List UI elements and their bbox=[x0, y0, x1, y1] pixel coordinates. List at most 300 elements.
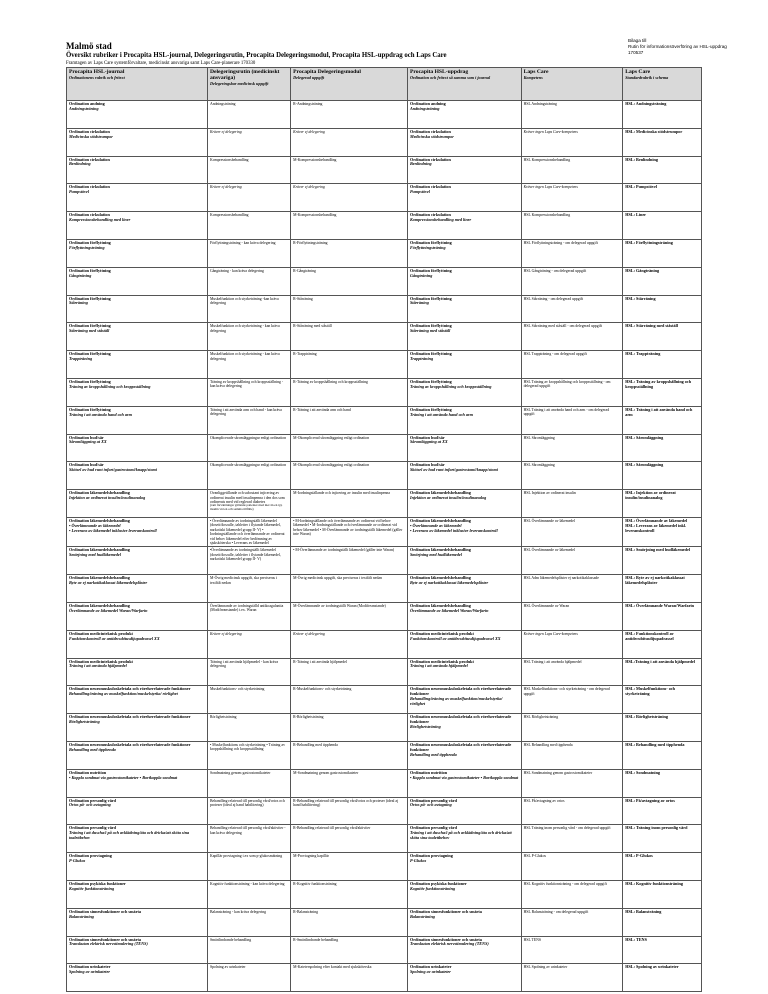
journal-heading: Ordination cirkulation bbox=[69, 212, 110, 218]
delegated-task: R-Stårräning med ståställ bbox=[293, 324, 332, 329]
laps-schedule-heading: HSL: Pumpstövel bbox=[625, 184, 657, 190]
cell-journal bbox=[67, 128, 208, 156]
delegation-task: Förflyttningsträning - kan kräva delegering bbox=[209, 240, 276, 245]
column-header bbox=[623, 68, 702, 101]
cell-laps-competence bbox=[521, 547, 623, 575]
journal-heading: Ordination sinnesfunktioner och smärta bbox=[69, 936, 141, 942]
journal-freetext: Skötsel av hud runt infart/gastrostomi/knapp/stomi bbox=[69, 467, 157, 473]
laps-schedule-heading: HSL: Träning av kroppshållning och kroppsställning bbox=[625, 378, 692, 389]
assignment-freetext: Transkutan elektrisk nervstimulering (TENS) bbox=[409, 941, 489, 947]
cell-delegated-task bbox=[291, 630, 408, 658]
table-row bbox=[67, 686, 702, 714]
column-title: Delegeringsrutin (medicinskt ansvariga) bbox=[209, 69, 280, 81]
journal-heading: Ordination psykiska funktioner bbox=[69, 880, 126, 886]
cell-journal bbox=[67, 853, 208, 881]
table-row bbox=[67, 128, 702, 156]
journal-heading: Ordination neuromuskuloskeletala och rörelserelaterade funktioner bbox=[69, 741, 191, 747]
laps-schedule-heading: HSL: Andningsträning bbox=[625, 101, 667, 106]
delegation-task: Okomplicerade såromläggningar enligt ordination bbox=[209, 463, 286, 468]
journal-heading: Ordination förflyttning bbox=[69, 406, 111, 412]
laps-schedule-heading-extra: HSL: Leverans av läkemedel inkl. leveranskontroll bbox=[625, 522, 687, 533]
assignment-freetext: Träning i att använda hjälpmedel bbox=[409, 663, 468, 669]
journal-freetext: Smörjning med hudläkemedel bbox=[69, 552, 121, 558]
cell-journal bbox=[67, 630, 208, 658]
journal-freetext: Såromläggning at XX bbox=[69, 439, 107, 445]
laps-competence: HSL TENS bbox=[523, 937, 542, 942]
laps-schedule-heading: HSL: Överlämnande av läkemedel bbox=[625, 517, 688, 523]
cell-hsl-assignment bbox=[407, 741, 521, 769]
cell-laps-schedule-heading bbox=[623, 267, 702, 295]
table-row bbox=[67, 490, 702, 518]
delegated-task: Kräver ej delegering bbox=[293, 129, 325, 134]
laps-competence: HSL Överlämnande av läkemedel bbox=[523, 548, 576, 553]
cell-journal bbox=[67, 267, 208, 295]
table-row bbox=[67, 406, 702, 434]
assignment-heading: Ordination provtagning bbox=[409, 853, 453, 859]
assignment-heading: Ordination läkemedelsbehandling bbox=[409, 517, 471, 523]
cell-delegated-task bbox=[291, 602, 408, 630]
table-row bbox=[67, 156, 702, 184]
assignment-heading: Ordination läkemedelsbehandling bbox=[409, 575, 471, 581]
cell-laps-schedule-heading bbox=[623, 462, 702, 490]
journal-freetext: Träning i att duscha/i på och avklädning/äta och dricka/att sköta sina toalettbehov bbox=[69, 830, 190, 840]
cell-laps-competence bbox=[521, 769, 623, 797]
journal-heading: Ordination nutrition bbox=[69, 769, 107, 775]
assignment-freetext: Byte av ej narkotikaklassat läkemedelsplåster bbox=[409, 579, 489, 585]
table-row bbox=[67, 575, 702, 603]
cell-delegation-routine bbox=[207, 295, 290, 323]
laps-competence: HSL Muskelfunktions- och styrketräning - om delegerad uppgift bbox=[523, 687, 610, 696]
cell-delegated-task bbox=[291, 714, 408, 742]
cell-delegated-task bbox=[291, 547, 408, 575]
cell-laps-competence bbox=[521, 406, 623, 434]
column-subtitle: Standardrubrik i schema bbox=[625, 75, 669, 80]
journal-heading: Ordination neuromuskuloskeletala och rörelserelaterade funktioner bbox=[69, 686, 191, 692]
delegation-task: Kräver ej delegering bbox=[209, 129, 242, 134]
laps-schedule-heading: HSL: Behandling med tipphenda bbox=[625, 741, 685, 747]
column-header bbox=[521, 68, 623, 101]
cell-hsl-assignment bbox=[407, 517, 521, 546]
assignment-heading: Ordination förflyttning bbox=[409, 295, 452, 301]
assignment-heading: Ordination andning bbox=[409, 101, 446, 106]
cell-delegated-task bbox=[291, 964, 408, 992]
cell-hsl-assignment bbox=[407, 686, 521, 714]
table-row bbox=[67, 434, 702, 462]
journal-heading: Ordination läkemedelsbehandling bbox=[69, 517, 130, 523]
column-subtitle: Ordinationens rubrik och fritext bbox=[69, 75, 125, 80]
journal-freetext: Träning i att använda hjälpmedel bbox=[69, 663, 127, 669]
journal-heading: Ordination sinnesfunktioner och smärta bbox=[69, 908, 141, 914]
delegation-task: Spolning av urinkateter bbox=[209, 965, 246, 970]
delegation-note: (ram förväntningar gällande patienter med mer än en typ insulin vid en och samma tillfälle) bbox=[209, 503, 283, 512]
cell-hsl-assignment bbox=[407, 212, 521, 240]
journal-heading: Ordination cirkulation bbox=[69, 184, 110, 190]
assignment-freetext: Behandling med tipphenda bbox=[409, 751, 457, 757]
table-row bbox=[67, 267, 702, 295]
delegated-task: R-Trappträning bbox=[293, 352, 317, 357]
delegation-task: •Överlämnande av iordningställt läkemedel (dosett/dosrulle, tabletter i flytande läkemedel, narkotiskt läkemedel grupp II- V) bbox=[209, 548, 281, 562]
cell-laps-competence bbox=[521, 267, 623, 295]
cell-journal bbox=[67, 490, 208, 518]
journal-heading: Ordination läkemedelsbehandling bbox=[69, 490, 130, 496]
cell-delegation-routine bbox=[207, 212, 290, 240]
assignment-heading: Ordination förflyttning bbox=[409, 378, 452, 384]
column-subtitle: Ordination och fritext så samma som i journal bbox=[409, 75, 491, 80]
journal-freetext: Funktionskontroll av antidecubitusdijupadrassel XX bbox=[69, 635, 160, 641]
cell-delegated-task bbox=[291, 295, 408, 323]
cell-laps-schedule-heading bbox=[623, 351, 702, 379]
delegation-task: Behandling relaterad till personlig vård/aktiviter - kan kräva delegering bbox=[209, 826, 286, 835]
column-subtitle: Delegeringsbar medicinsk uppgift bbox=[209, 81, 269, 86]
journal-heading: Ordination läkemedelsbehandling bbox=[69, 575, 130, 581]
cell-laps-competence bbox=[521, 630, 623, 658]
cell-delegation-routine bbox=[207, 936, 290, 964]
cell-journal bbox=[67, 212, 208, 240]
assignment-heading: Ordination förflyttning bbox=[409, 239, 452, 245]
column-header bbox=[291, 68, 408, 101]
table-row bbox=[67, 964, 702, 992]
cell-hsl-assignment bbox=[407, 880, 521, 908]
cell-laps-schedule-heading bbox=[623, 741, 702, 769]
cell-delegated-task bbox=[291, 825, 408, 853]
assignment-heading: Ordination personlig vård bbox=[409, 797, 457, 803]
assignment-heading: Ordination hud/sår bbox=[409, 462, 445, 468]
table-row bbox=[67, 351, 702, 379]
cell-journal bbox=[67, 547, 208, 575]
cell-laps-schedule-heading bbox=[623, 714, 702, 742]
cell-delegation-routine bbox=[207, 406, 290, 434]
table-row bbox=[67, 462, 702, 490]
laps-competence: HSL Träning inom personlig vård - om delegerad uppgift bbox=[523, 826, 611, 831]
assignment-heading: Ordination förflyttning bbox=[409, 351, 452, 357]
laps-schedule-heading: HSL: Benlindning bbox=[625, 156, 658, 162]
cell-delegated-task bbox=[291, 212, 408, 240]
column-title: Procapita HSL-journal bbox=[69, 69, 125, 75]
assignment-freetext: Förflyttningsträning bbox=[409, 244, 446, 250]
laps-competence: Kräver ingen Laps Care-kompetens bbox=[523, 631, 578, 636]
cell-delegation-routine bbox=[207, 351, 290, 379]
delegation-task: Sondmatning genom gastrostomikateter bbox=[209, 770, 271, 775]
assignment-freetext: Ortos på- och avtagning bbox=[409, 802, 452, 808]
cell-laps-schedule-heading bbox=[623, 239, 702, 267]
table-row bbox=[67, 769, 702, 797]
cell-delegation-routine bbox=[207, 323, 290, 351]
cell-laps-schedule-heading bbox=[623, 602, 702, 630]
cell-delegation-routine bbox=[207, 101, 290, 129]
laps-schedule-heading: HSL: P-Glukos bbox=[625, 853, 653, 859]
table-row bbox=[67, 101, 702, 129]
cell-laps-competence bbox=[521, 825, 623, 853]
cell-journal bbox=[67, 434, 208, 462]
delegated-task: R-Stårräning bbox=[293, 296, 313, 301]
cell-delegation-routine bbox=[207, 156, 290, 184]
laps-competence: HSL P-Glukos bbox=[523, 854, 546, 859]
cell-delegated-task bbox=[291, 908, 408, 936]
cell-laps-competence bbox=[521, 490, 623, 518]
cell-hsl-assignment bbox=[407, 908, 521, 936]
cell-delegation-routine bbox=[207, 686, 290, 714]
cell-laps-schedule-heading bbox=[623, 964, 702, 992]
cell-laps-schedule-heading bbox=[623, 547, 702, 575]
cell-laps-schedule-heading bbox=[623, 630, 702, 658]
assignment-heading: Ordination förflyttning bbox=[409, 267, 452, 273]
cell-laps-schedule-heading bbox=[623, 128, 702, 156]
cell-delegation-routine bbox=[207, 880, 290, 908]
cell-delegated-task bbox=[291, 378, 408, 406]
delegated-task: • M-Iordningställande och överlämnande av ordinerat vid behov läkemedel • M-Iordningställande och överlämnande av ordinerat vid behov läkemedel • M-Överlämnande av iordningställt läkemedel (gäller inte Waran) bbox=[293, 518, 403, 537]
assignment-heading: Ordination sinnesfunktioner och smärta bbox=[409, 936, 482, 942]
cell-laps-schedule-heading bbox=[623, 658, 702, 686]
cell-laps-competence bbox=[521, 741, 623, 769]
cell-laps-competence bbox=[521, 964, 623, 992]
table-row bbox=[67, 602, 702, 630]
cell-hsl-assignment bbox=[407, 658, 521, 686]
journal-freetext: • Överlämnande av läkemedel bbox=[69, 522, 121, 528]
cell-laps-competence bbox=[521, 714, 623, 742]
cell-laps-competence bbox=[521, 575, 623, 603]
delegated-task: R-Kognitiv funktionsträning bbox=[293, 881, 337, 886]
journal-freetext: P-Glukos bbox=[69, 857, 86, 863]
assignment-heading: Ordination psykiska funktioner bbox=[409, 880, 467, 886]
delegation-task: Kapillär provtagning t.ex som p-glukosmätning bbox=[209, 854, 283, 859]
delegated-task: R-Rörlighetsträning bbox=[293, 715, 324, 720]
cell-delegated-task bbox=[291, 517, 408, 546]
delegation-task: Ovanliggetillande och subcutant injicering av ordinerat insulin med insulinpenna i den dos som ordinerats med vid reglerad diabetes bbox=[209, 491, 285, 504]
journal-freetext: Injektion av ordinerat insulin/insulinanalog bbox=[69, 494, 146, 500]
journal-heading: Ordination läkemedelsbehandling bbox=[69, 602, 130, 608]
journal-freetext: Stårräning bbox=[69, 300, 88, 306]
cell-delegation-routine bbox=[207, 825, 290, 853]
cell-delegated-task bbox=[291, 741, 408, 769]
assignment-freetext: Kompressionsbehandling med liner bbox=[409, 216, 472, 222]
cell-laps-competence bbox=[521, 295, 623, 323]
cell-laps-schedule-heading bbox=[623, 406, 702, 434]
assignment-freetext: Benlindning bbox=[409, 161, 432, 167]
assignment-freetext-extra: • Leverans av läkemedel inklusive leveranskontroll bbox=[409, 527, 498, 533]
cell-laps-schedule-heading bbox=[623, 880, 702, 908]
cell-delegation-routine bbox=[207, 128, 290, 156]
cell-delegation-routine bbox=[207, 184, 290, 212]
delegation-task: Andningsträning bbox=[209, 102, 236, 106]
table-row bbox=[67, 184, 702, 212]
laps-competence: HSL Rörlighetsträning bbox=[523, 715, 559, 720]
laps-schedule-heading: HSL: Förflyttningsträning bbox=[625, 239, 673, 245]
cell-delegated-task bbox=[291, 184, 408, 212]
assignment-freetext: Spolning av urinkateter bbox=[409, 969, 451, 975]
cell-laps-schedule-heading bbox=[623, 825, 702, 853]
cell-laps-competence bbox=[521, 239, 623, 267]
journal-freetext-extra: • Leverans av läkemedel inklusive leveranskontroll bbox=[69, 527, 157, 533]
journal-heading: Ordination urinkateter bbox=[69, 964, 111, 970]
cell-laps-schedule-heading bbox=[623, 797, 702, 825]
delegation-task: Balansträning - kan kräva delegering bbox=[209, 909, 267, 914]
delegated-task: R-Gångträning bbox=[293, 268, 316, 273]
assignment-heading: Ordination läkemedelsbehandling bbox=[409, 602, 471, 608]
cell-laps-schedule-heading bbox=[623, 212, 702, 240]
journal-heading: Ordination förflyttning bbox=[69, 323, 111, 329]
cell-hsl-assignment bbox=[407, 936, 521, 964]
cell-laps-competence bbox=[521, 156, 623, 184]
assignment-freetext: Gångträning bbox=[409, 272, 433, 278]
laps-competence: HSL Träning i att använda hjälpmedel bbox=[523, 659, 582, 664]
cell-delegated-task bbox=[291, 880, 408, 908]
journal-freetext: Behandling med tipphenda bbox=[69, 746, 116, 752]
journal-freetext: Medicinska stödstrumpor bbox=[69, 133, 113, 139]
assignment-freetext: • Överlämnande av läkemedel bbox=[409, 522, 462, 528]
page-note: Framtagen av Laps Care systemförvaltare, medicinskt ansvariga samt Laps Care-planerare 170330 bbox=[66, 61, 256, 66]
delegated-task: R-Muskelfunktions- och styrketräning bbox=[293, 687, 352, 692]
table-row bbox=[67, 741, 702, 769]
cell-delegation-routine bbox=[207, 434, 290, 462]
cell-delegated-task bbox=[291, 853, 408, 881]
cell-delegated-task bbox=[291, 156, 408, 184]
laps-competence: HSL Såromläggning bbox=[523, 435, 555, 440]
assignment-heading: Ordination cirkulation bbox=[409, 212, 451, 218]
assignment-heading: Ordination urinkateter bbox=[409, 964, 452, 970]
journal-freetext: Pumpstövel bbox=[69, 189, 90, 195]
table-row bbox=[67, 517, 702, 546]
cell-laps-competence bbox=[521, 323, 623, 351]
cell-hsl-assignment bbox=[407, 490, 521, 518]
cell-hsl-assignment bbox=[407, 156, 521, 184]
laps-schedule-heading: HSL: Liner bbox=[625, 212, 647, 218]
table-row bbox=[67, 714, 702, 742]
cell-journal bbox=[67, 184, 208, 212]
journal-heading: Ordination provtagning bbox=[69, 853, 112, 859]
journal-heading: Ordination cirkulation bbox=[69, 156, 110, 162]
laps-schedule-heading: HSL: På/avtagning av ortos bbox=[625, 797, 675, 803]
cell-laps-competence bbox=[521, 936, 623, 964]
assignment-freetext: Balansträning bbox=[409, 913, 435, 919]
assignment-heading: Ordination cirkulation bbox=[409, 184, 451, 190]
table-row bbox=[67, 658, 702, 686]
cell-journal bbox=[67, 378, 208, 406]
cell-journal bbox=[67, 686, 208, 714]
delegation-task: Träning av kroppshållning och kroppsställning - kan kräva delegering bbox=[209, 379, 284, 389]
assignment-heading: Ordination neuromuskuloskeletala och rörelserelaterade funktioner bbox=[409, 714, 512, 724]
cell-journal bbox=[67, 462, 208, 490]
journal-heading: Ordination neuromuskuloskeletala och rörelserelaterade funktioner bbox=[69, 714, 191, 720]
journal-heading: Ordination personlig vård bbox=[69, 825, 116, 831]
cell-journal bbox=[67, 156, 208, 184]
laps-competence: HSL Träning i att använda hand och arm - om delegerad uppgift bbox=[523, 407, 610, 417]
laps-schedule-heading: HSL: Muskelfunktions- och styrketräning bbox=[625, 686, 676, 697]
laps-competence: HSL Överlämnande av Waran bbox=[523, 603, 570, 608]
assignment-freetext: Stårräning bbox=[409, 300, 429, 306]
cell-hsl-assignment bbox=[407, 462, 521, 490]
cell-journal bbox=[67, 517, 208, 546]
journal-freetext: Rörlighetsträning bbox=[69, 718, 100, 724]
assignment-freetext: Skötsel av hud runt infart/gastrostomi/knapp/stomi bbox=[409, 467, 498, 473]
table-body bbox=[67, 101, 702, 992]
cell-laps-competence bbox=[521, 686, 623, 714]
laps-competence: HSL Stårräning - om delegerad uppgift bbox=[523, 296, 584, 301]
cell-delegation-routine bbox=[207, 517, 290, 546]
cell-delegated-task bbox=[291, 239, 408, 267]
ref-line-1: Bilaga till bbox=[628, 38, 647, 43]
cell-hsl-assignment bbox=[407, 630, 521, 658]
cell-delegated-task bbox=[291, 769, 408, 797]
delegated-task: R-Andningsträning bbox=[293, 102, 323, 106]
cell-hsl-assignment bbox=[407, 239, 521, 267]
assignment-freetext: P-Glukos bbox=[409, 857, 427, 863]
table-row bbox=[67, 853, 702, 881]
laps-competence: HSL Kognitiv funktionsträning - om delegerad uppgift bbox=[523, 881, 607, 886]
table-row bbox=[67, 630, 702, 658]
cell-delegation-routine bbox=[207, 630, 290, 658]
laps-schedule-heading: HSL: Kognitiv funktionsträning bbox=[625, 880, 683, 886]
cell-laps-competence bbox=[521, 378, 623, 406]
cell-delegated-task bbox=[291, 490, 408, 518]
delegation-task: Gångträning - kan kräva delegering bbox=[209, 268, 264, 273]
journal-heading: Ordination förflyttning bbox=[69, 239, 111, 245]
laps-schedule-heading: HSL: Stårräning med ståställ bbox=[625, 323, 678, 329]
cell-hsl-assignment bbox=[407, 434, 521, 462]
cell-journal bbox=[67, 908, 208, 936]
journal-heading: Ordination förflyttning bbox=[69, 267, 111, 273]
cell-journal bbox=[67, 602, 208, 630]
delegation-task: Rörlighetsträning bbox=[209, 715, 237, 720]
cell-delegation-routine bbox=[207, 797, 290, 825]
journal-heading: Ordination läkemedelsbehandling bbox=[69, 547, 130, 553]
table-row bbox=[67, 378, 702, 406]
assignment-freetext: Träning av kroppshållning och kroppsställning bbox=[409, 383, 492, 389]
delegated-task: M-Kompressionsbehandling bbox=[293, 213, 337, 218]
journal-freetext: Andningsträning bbox=[69, 105, 99, 111]
cell-laps-competence bbox=[521, 128, 623, 156]
delegation-task: Kompressionsbehandling bbox=[209, 213, 249, 218]
delegation-task: Muskelfunktion och styrketräning - kan kräva delegering bbox=[209, 324, 280, 333]
cell-delegated-task bbox=[291, 323, 408, 351]
cell-delegation-routine bbox=[207, 267, 290, 295]
table-row bbox=[67, 212, 702, 240]
journal-heading: Ordination förflyttning bbox=[69, 378, 111, 384]
cell-laps-schedule-heading bbox=[623, 101, 702, 129]
delegation-task: Okomplicerade såromläggningar enligt ordination bbox=[209, 435, 286, 440]
assignment-freetext: Trappträning bbox=[409, 355, 434, 361]
laps-competence: HSL Trappträning - om delegerad uppgift bbox=[523, 352, 587, 357]
cell-laps-competence bbox=[521, 797, 623, 825]
assignment-freetext: Pumpstövel bbox=[409, 189, 430, 195]
table-row bbox=[67, 239, 702, 267]
laps-schedule-heading: HSL: Rörlighetsträning bbox=[625, 714, 668, 720]
delegation-task: Träning i att använda arm och hand - kan kräva delegering bbox=[209, 407, 282, 417]
delegation-task: Träning i att använda hjälpmedel - kan kräva delegering bbox=[209, 659, 279, 668]
laps-schedule-heading: HSL: Såromläggning bbox=[625, 434, 664, 440]
laps-competence: HSL Andningsträning bbox=[523, 102, 557, 106]
laps-schedule-heading: HSL: Sondmatning bbox=[625, 769, 661, 775]
journal-freetext: Kognitiv funktionsträning bbox=[69, 885, 115, 891]
cell-laps-competence bbox=[521, 658, 623, 686]
cell-journal bbox=[67, 741, 208, 769]
journal-heading: Ordination förflyttning bbox=[69, 295, 111, 301]
laps-competence: HSL Kompressionsbehandling bbox=[523, 213, 571, 218]
cell-delegation-routine bbox=[207, 714, 290, 742]
cell-delegation-routine bbox=[207, 769, 290, 797]
cell-delegation-routine bbox=[207, 239, 290, 267]
laps-schedule-heading: HSL: Såromläggning bbox=[625, 462, 664, 468]
cell-hsl-assignment bbox=[407, 964, 521, 992]
assignment-freetext: Smörjning med hudläkemedel bbox=[409, 552, 462, 558]
cell-hsl-assignment bbox=[407, 547, 521, 575]
laps-schedule-heading: HSL: Överlämnande Waran/Warfarin bbox=[625, 602, 695, 608]
delegated-task: R-Smärtlindrande behandling bbox=[293, 937, 339, 942]
delegation-task: Smärtlindrande behandling bbox=[209, 937, 252, 942]
cell-delegation-routine bbox=[207, 602, 290, 630]
cell-laps-competence bbox=[521, 434, 623, 462]
assignment-heading: Ordination medicinteknisk produkt bbox=[409, 658, 474, 664]
cell-laps-competence bbox=[521, 517, 623, 546]
